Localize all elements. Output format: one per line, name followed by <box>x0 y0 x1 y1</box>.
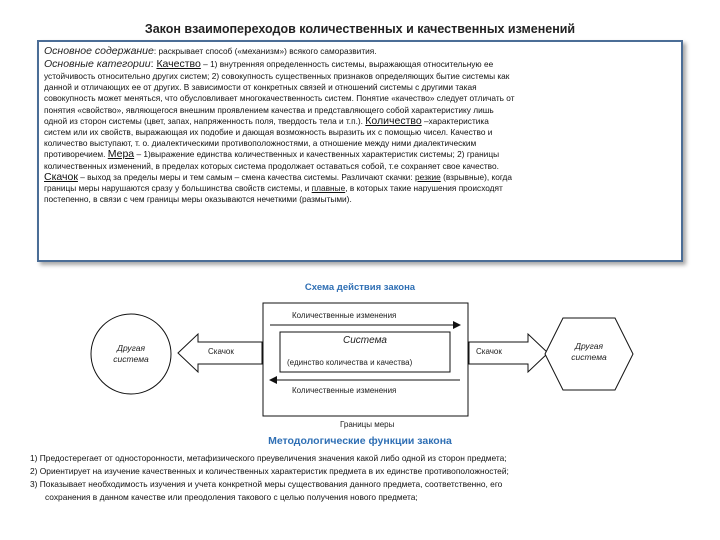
quality-line-2: данной и отличающих ее от других. В зависимости от конкретных связей и отношений системы с другими такая <box>44 82 477 93</box>
categories-separator: : <box>150 58 157 70</box>
left-leap-label: Скачок <box>208 347 234 356</box>
system-title: Система <box>343 335 387 346</box>
quality-line-4: понятия «свойство», являющегося внешним проявлением качества и представляющего собой характеристику лишь <box>44 104 494 115</box>
methods-item-1: 1) Предостерегает от односторонности, метафизического преувеличения значения какой либо одной из сторон предмета; <box>30 453 507 463</box>
left-other-system-label-2: система <box>113 354 149 364</box>
measure-borders-label: Границы меры <box>340 420 395 429</box>
quantity-line-2: количество выступают, т. о. диалектическими противоположностями, а отношение между ними диалектическим <box>44 138 477 149</box>
quant-top-label: Количественные изменения <box>292 311 397 320</box>
measure-pre: противоречием. <box>44 149 108 160</box>
quantity-post: –характеристика <box>421 115 489 126</box>
methods-list <box>30 452 700 504</box>
main-content-label: Основное содержание <box>44 45 154 57</box>
quantity-line-1: систем или их свойств, выражающая их подобие и дающая возможность выразить их с помощью чисел. Качество и <box>44 127 493 138</box>
leap-sharp: резкие <box>415 171 441 182</box>
right-other-system-label-2: система <box>571 352 607 362</box>
measure-post: – 1)выражение единства количественных и качественных характеристик системы; 2) границы <box>134 149 500 160</box>
categories-label: Основные категории <box>44 58 151 70</box>
scheme-title: Схема действия закона <box>304 282 416 293</box>
leap-line-3: постепенно, в связи с чем границы меры оказываются нечеткими (размытыми). <box>44 194 352 205</box>
system-subtitle: (единство количества и качества) <box>287 358 413 367</box>
quantity-pre: одной из сторон системы (цвет, запах, напряженность поля, твердость тела и т.п.). <box>44 115 366 126</box>
right-other-system-label-1: Другая <box>574 341 604 351</box>
quality-line-1: устойчивость относительно других систем; 2) совокупность существенных признаков определяющих бытие системы как <box>44 71 510 81</box>
page-title: Закон взаимопереходов количественных и качественных изменений <box>144 22 576 36</box>
quant-bottom-label: Количественные изменения <box>292 386 397 395</box>
leap-line-2b: , в которых такие нарушения происходят <box>345 183 503 194</box>
methods-item-3: 3) Показывает необходимость изучения и учета конкретной меры существования данного предмета, соответственно, его <box>30 479 503 489</box>
quality-intro: – 1) внутренняя определенность системы, выражающая относительную ее <box>200 59 494 69</box>
left-other-system-label-1: Другая <box>116 343 146 353</box>
methods-title: Методологические функции закона <box>268 435 452 447</box>
quantity-term: Количество <box>365 114 422 127</box>
leap-text-b: (взрывные), когда <box>440 171 512 182</box>
measure-term: Мера <box>107 148 135 161</box>
methods-item-3-continuation: сохранения в данном качестве или преодоления такового с целью получения нового предмета; <box>45 492 418 502</box>
leap-term: Скачок <box>44 170 78 183</box>
main-content-text: : раскрывает способ («механизм») всякого саморазвития. <box>153 46 377 56</box>
methods-item-2: 2) Ориентирует на изучение качественных и количественных характеристик предмета в их единстве противоположностей; <box>30 466 509 476</box>
leap-text-a: – выход за пределы меры и тем самым – смена качества системы. Различают скачки: <box>77 171 416 182</box>
quality-line-3: совокупность может меняться, что обусловливает многокачественность систем. Понятие «качество» следует отличать от <box>44 93 515 104</box>
measure-line-2: количественных изменений, в пределах которых система продолжает оставаться собой, т.е сохраняет свое качество. <box>44 160 499 171</box>
right-leap-label: Скачок <box>476 347 502 356</box>
leap-smooth: плавные <box>311 183 346 194</box>
quality-term: Качество <box>156 58 201 70</box>
leap-line-2a: границы меры нарушаются сразу у большинства свойств системы, и <box>44 183 312 194</box>
